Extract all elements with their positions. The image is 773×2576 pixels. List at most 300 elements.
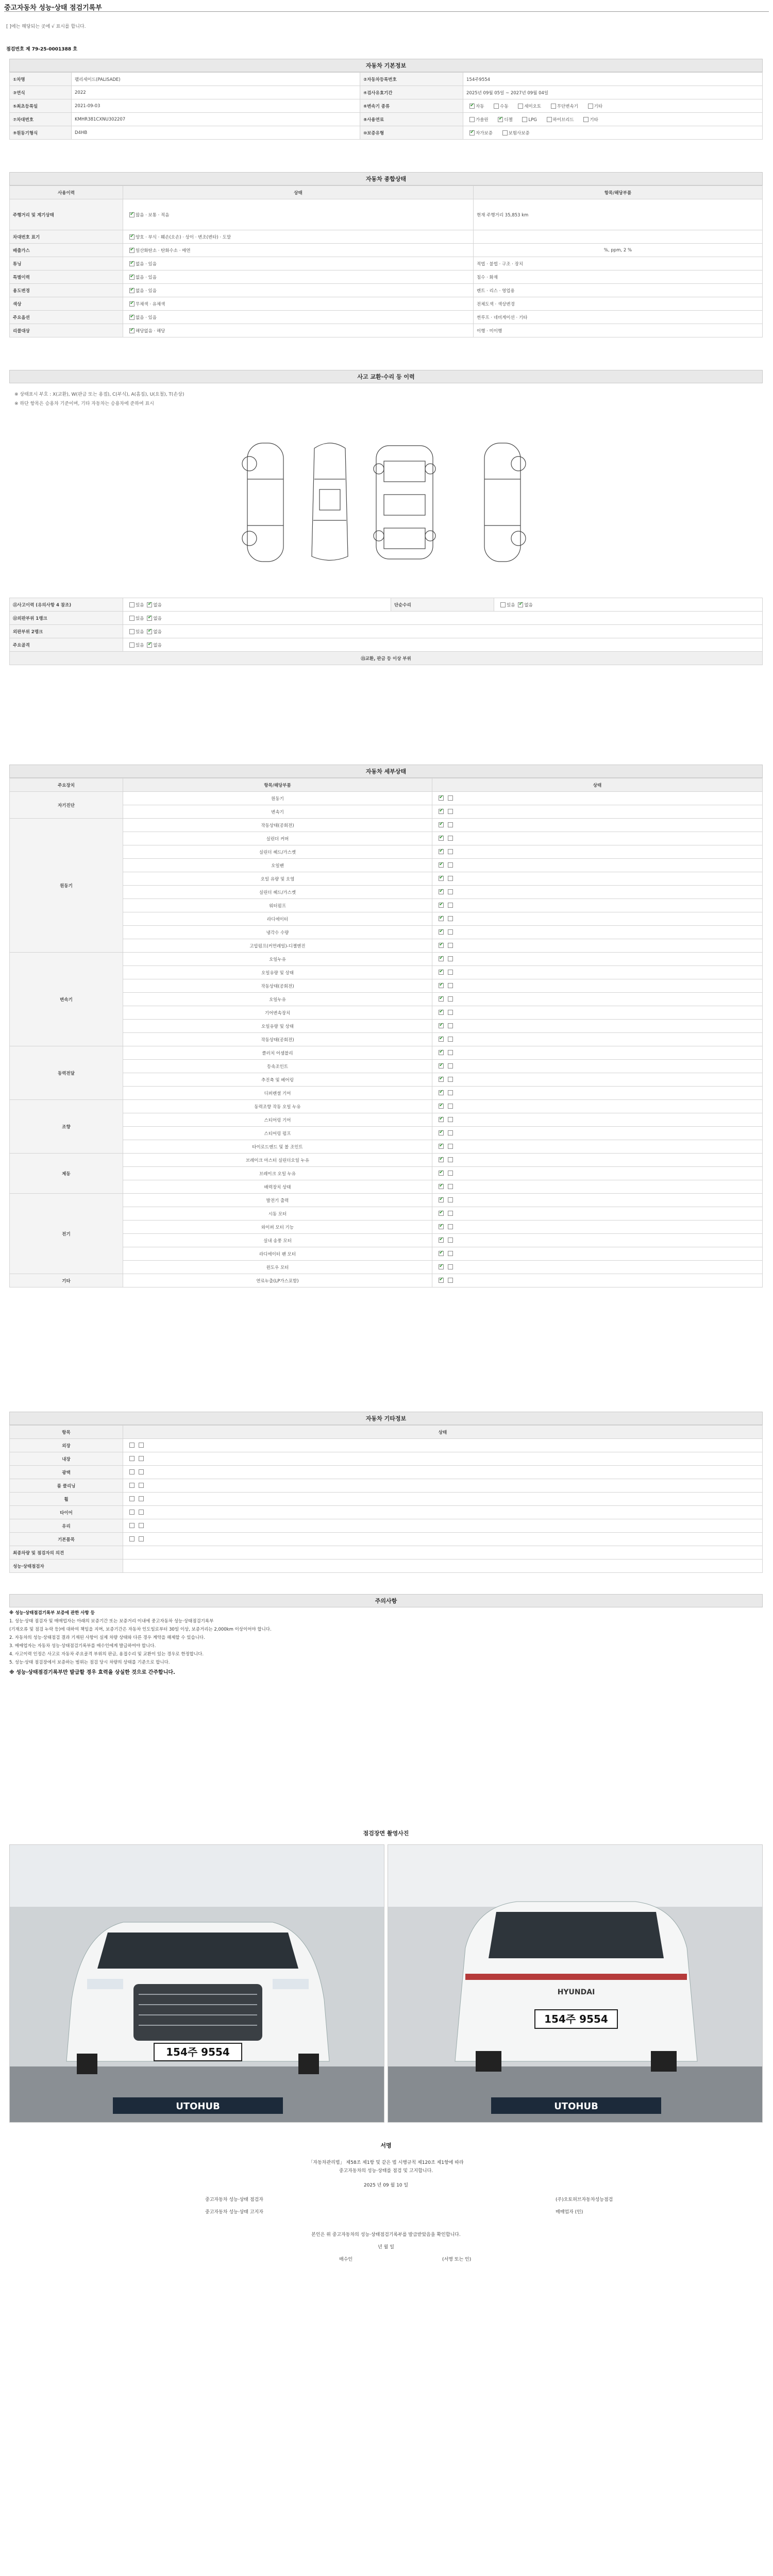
other-item-label: 광택: [10, 1466, 123, 1479]
table-row: [10, 1006, 763, 1020]
detail-item-label: 윈도우 모터: [123, 1261, 432, 1274]
table-row: [10, 1560, 763, 1573]
detail-status-cell: [432, 966, 763, 979]
table-row: [10, 73, 763, 86]
checkbox[interactable]: [448, 943, 453, 948]
checkbox[interactable]: [129, 288, 135, 293]
checkbox[interactable]: [448, 849, 453, 854]
checkbox[interactable]: [439, 1278, 444, 1283]
other-item-label: 내장: [10, 1452, 123, 1466]
checkbox[interactable]: [448, 916, 453, 921]
checkbox[interactable]: [129, 301, 135, 307]
detail-item-label: 오일누유: [123, 953, 432, 966]
checkbox[interactable]: [439, 809, 444, 814]
checkbox[interactable]: [439, 795, 444, 801]
checkbox[interactable]: [439, 943, 444, 948]
checkbox[interactable]: [448, 1197, 453, 1202]
table-row: [10, 845, 763, 859]
front-banner-text: UTOHUB: [176, 2101, 220, 2112]
detail-status-cell: [432, 1194, 763, 1207]
checkbox[interactable]: [439, 1144, 444, 1149]
checkbox[interactable]: [129, 1443, 135, 1448]
checkbox[interactable]: [448, 876, 453, 881]
checkbox[interactable]: [439, 970, 444, 975]
table-header-row: 주요장치 항목/해당부품 상태: [10, 778, 763, 792]
checkbox[interactable]: [448, 836, 453, 841]
checkbox-cvt[interactable]: [551, 104, 556, 109]
detail-item-label: 실내 송풍 모터: [123, 1234, 432, 1247]
other-item-label: 기본품목: [10, 1533, 123, 1546]
checkbox[interactable]: [448, 1023, 453, 1028]
detail-status-cell: [432, 886, 763, 899]
document-number: 점검번호 제 79-25-0001388 호: [6, 47, 77, 52]
car-diagram: [237, 433, 546, 572]
detail-item-label: 타이로드엔드 및 볼 조인트: [123, 1140, 432, 1154]
checkbox-fuel-other[interactable]: [583, 117, 589, 122]
checkbox[interactable]: [139, 1443, 144, 1448]
checkbox[interactable]: [129, 1536, 135, 1541]
table-row: 주요옵션 ✔ 없음 · 있음 썬루프 · 네비게이션 · 기타: [10, 311, 763, 324]
detail-status-cell: [432, 1020, 763, 1033]
basic-info-table: [9, 72, 763, 140]
checkbox[interactable]: [139, 1536, 144, 1541]
signature-title: 서명: [380, 2142, 392, 2149]
checkbox[interactable]: [439, 903, 444, 908]
other-item-label: 타이어: [10, 1506, 123, 1519]
table-row: [10, 1180, 763, 1194]
detail-status-cell: [432, 1167, 763, 1180]
checkbox[interactable]: [448, 1050, 453, 1055]
table-row: [10, 1234, 763, 1247]
detail-status-cell: [432, 1154, 763, 1167]
engine-type-value: D4HB: [72, 126, 360, 140]
checkbox[interactable]: [129, 1523, 135, 1528]
detail-item-label: 기어변속장치: [123, 1006, 432, 1020]
detail-status-cell: [432, 1221, 763, 1234]
table-row: [10, 886, 763, 899]
detail-item-label: 스티어링 기어: [123, 1113, 432, 1127]
year-label: ③연식: [10, 86, 72, 99]
detail-item-label: 고압펌프(커먼레일)-디젤엔진: [123, 939, 432, 953]
detail-status-cell: [432, 1033, 763, 1046]
checkbox[interactable]: [439, 822, 444, 827]
table-row: [10, 1167, 763, 1180]
checkbox[interactable]: [448, 1211, 453, 1216]
detail-item-label: 원동기: [123, 792, 432, 805]
checkbox[interactable]: [439, 1211, 444, 1216]
detail-status-cell: [432, 1060, 763, 1073]
table-row: 용도변경 ✔ 없음 · 있음 렌트 · 리스 · 영업용: [10, 284, 763, 297]
table-row: [10, 1452, 763, 1466]
checkbox[interactable]: [448, 889, 453, 894]
checkbox[interactable]: [448, 996, 453, 1002]
checkbox-manual[interactable]: [494, 104, 499, 109]
other-extra-value: [123, 1546, 763, 1560]
detail-status-cell: [432, 926, 763, 939]
table-row: 주요골격 있음✔ 없음: [10, 638, 763, 652]
front-plate-text: 154주 9554: [166, 2046, 230, 2058]
accident-legend: ※ 상태표시 부호 : X(교환), W(판금 또는 용접), C(부식), A(흠집), U(요철), T(손상): [14, 392, 184, 397]
checkbox[interactable]: [448, 809, 453, 814]
detail-group-label: 조향: [10, 1100, 123, 1154]
table-row: [10, 1274, 763, 1287]
detail-group-label: 원동기: [10, 819, 123, 953]
inspection-period-label: ④검사유효기간: [360, 86, 463, 99]
table-row: 차대번호 표기 ✔ 양호 · 부식 · 훼손(오손) · 상이 · 변조(변타) · 도말: [10, 230, 763, 244]
intro-note: [ ]에는 해당되는 곳에 √ 표시를 합니다.: [6, 24, 86, 29]
checkbox[interactable]: [129, 1469, 135, 1475]
checkbox[interactable]: [448, 1063, 453, 1069]
detail-status-cell: [432, 1234, 763, 1247]
detail-item-label: 실린더 커버: [123, 832, 432, 845]
rear-car-image: [388, 1845, 763, 2123]
checkbox[interactable]: [439, 916, 444, 921]
detail-item-label: 시동 모터: [123, 1207, 432, 1221]
checkbox-diesel[interactable]: [498, 117, 503, 122]
detail-item-label: 동력조향 작동 오일 누유: [123, 1100, 432, 1113]
checkbox[interactable]: [439, 956, 444, 961]
checkbox-accident-yes[interactable]: [129, 602, 135, 607]
checkbox-insurance-warranty[interactable]: [502, 130, 508, 135]
checkbox[interactable]: [439, 1117, 444, 1122]
checkbox[interactable]: [439, 1224, 444, 1229]
table-row: [10, 792, 763, 805]
detail-item-label: 스티어링 펌프: [123, 1127, 432, 1140]
table-row: [10, 1466, 763, 1479]
table-row: [10, 805, 763, 819]
detail-item-label: 브레이크 오일 누유: [123, 1167, 432, 1180]
checkbox[interactable]: [439, 996, 444, 1002]
table-row: [10, 1519, 763, 1533]
table-row: [10, 1221, 763, 1234]
checkbox[interactable]: [448, 1077, 453, 1082]
car-name-label: ①차명: [10, 73, 72, 86]
table-row: ⑫외판부위 1랭크 있음✔ 없음: [10, 612, 763, 625]
checkbox[interactable]: [129, 642, 135, 648]
rear-banner-text: UTOHUB: [554, 2101, 598, 2112]
checkbox[interactable]: [448, 1157, 453, 1162]
table-row: ⑪사고이력 (유의사항 4 참조) 있음✔ 없음 단순수리 있음✔ 없음: [10, 598, 763, 612]
table-row: [10, 1493, 763, 1506]
detail-status-cell: [432, 805, 763, 819]
checkbox[interactable]: [139, 1483, 144, 1488]
checkbox[interactable]: [439, 1197, 444, 1202]
reg-number-label: ②자동차등록번호: [360, 73, 463, 86]
checkbox[interactable]: [439, 1251, 444, 1256]
detail-status-table: [9, 778, 763, 1287]
checkbox[interactable]: [439, 1264, 444, 1269]
checkbox[interactable]: [129, 1510, 135, 1515]
table-row: [10, 1479, 763, 1493]
notes-title: 주의사항: [9, 1594, 763, 1607]
other-status-cell: [123, 1466, 763, 1479]
checkbox[interactable]: [129, 629, 135, 634]
detail-status-cell: [432, 792, 763, 805]
checkbox-auto[interactable]: [469, 104, 475, 109]
checkbox[interactable]: [439, 1130, 444, 1136]
checkbox[interactable]: [129, 1483, 135, 1488]
checkbox[interactable]: [439, 1090, 444, 1095]
detail-status-cell: [432, 859, 763, 872]
checkbox[interactable]: [448, 795, 453, 801]
other-item-label: 룸 클리닝: [10, 1479, 123, 1493]
checkbox[interactable]: [448, 1184, 453, 1189]
rear-brand-text: HYUNDAI: [557, 1988, 595, 1996]
checkbox[interactable]: [448, 1010, 453, 1015]
detail-group-label: 제동: [10, 1154, 123, 1194]
table-row: [10, 1546, 763, 1560]
detail-status-cell: [432, 1073, 763, 1087]
checkbox[interactable]: [448, 983, 453, 988]
table-row: 리콜대상 ✔ 해당없음 · 해당 이행 · 미이행: [10, 324, 763, 337]
other-info-table: [9, 1425, 763, 1573]
table-row: 배출가스 ✔ 일산화탄소 · 탄화수소 · 매연 %, ppm, 2 %: [10, 244, 763, 257]
detail-item-label: 브레이크 마스터 실린더오일 누유: [123, 1154, 432, 1167]
signature-section: 서명 「자동차관리법」 제58조 제1항 및 같은 법 시행규칙 제120조 제1항에 따라 중고자동차의 성능·상태를 점검 및 고지합니다. 2025 년 09 월 10 일 중고자동차 성능·상태 점검자 (주)오토허브자동차성능점검 중고자동차 성능·상태 고지자 매매업자 (인) 본인은 위 중고자동차의 성능·상태점검기록부를 발급받았음을 확인합니다. 년 월 일 매수인 (서명 또는 인): [9, 2138, 763, 2293]
checkbox[interactable]: [448, 1251, 453, 1256]
table-row: [10, 1113, 763, 1127]
table-row: [10, 1100, 763, 1113]
page-title: 중고자동차 성능·상태 점검기록부: [4, 4, 102, 12]
detail-item-label: 추진축 및 베어링: [123, 1073, 432, 1087]
checkbox-semi-auto[interactable]: [518, 104, 523, 109]
checkbox-self-warranty[interactable]: [469, 130, 475, 135]
table-row: 특별이력 ✔ 없음 · 있음 침수 · 화재: [10, 270, 763, 284]
checkbox[interactable]: [139, 1456, 144, 1461]
checkbox[interactable]: [129, 234, 135, 240]
checkbox[interactable]: [448, 1264, 453, 1269]
other-extra-label: 성능·상태점검자: [10, 1560, 123, 1573]
detail-group-label: 기타: [10, 1274, 123, 1287]
checkbox[interactable]: [439, 889, 444, 894]
warranty-label: ⑩보증유형: [360, 126, 463, 140]
vin-value: KMHR381CXNU302207: [72, 113, 360, 126]
other-status-cell: [123, 1479, 763, 1493]
checkbox[interactable]: [439, 1104, 444, 1109]
table-row: [10, 966, 763, 979]
table-header-row: 항목 상태: [10, 1426, 763, 1439]
other-status-cell: [123, 1519, 763, 1533]
car-name-value: 팰리세이드(PALISADE): [72, 73, 360, 86]
detail-item-label: 오일 유량 및 오염: [123, 872, 432, 886]
checkbox[interactable]: [439, 1171, 444, 1176]
table-row: [10, 1261, 763, 1274]
table-row: [10, 832, 763, 845]
checkbox-gasoline[interactable]: [469, 117, 475, 122]
checkbox[interactable]: [129, 315, 135, 320]
checkbox[interactable]: [439, 836, 444, 841]
checkbox[interactable]: [129, 248, 135, 253]
detail-item-label: 연료누출(LP가스포함): [123, 1274, 432, 1287]
checkbox[interactable]: [448, 956, 453, 961]
basic-info-section: [9, 59, 763, 140]
checkbox[interactable]: [448, 1104, 453, 1109]
detail-item-label: 냉각수 수량: [123, 926, 432, 939]
detail-status-cell: [432, 1046, 763, 1060]
table-row: [10, 1046, 763, 1060]
table-row: [10, 819, 763, 832]
reg-number-value: 154주9554: [463, 73, 763, 86]
checkbox[interactable]: [147, 629, 152, 634]
table-row: [10, 899, 763, 912]
checkbox[interactable]: [448, 929, 453, 935]
table-row: 튜닝 ✔ 없음 · 있음 적법 · 불법 · 구조 · 장치: [10, 257, 763, 270]
table-row: [10, 1060, 763, 1073]
checkbox[interactable]: [139, 1523, 144, 1528]
other-status-cell: [123, 1493, 763, 1506]
checkbox-accident-no[interactable]: [147, 602, 152, 607]
checkbox[interactable]: [129, 261, 135, 266]
detail-item-label: 오일누유: [123, 993, 432, 1006]
checkbox-other[interactable]: [588, 104, 593, 109]
table-row: [10, 926, 763, 939]
transmission-options: ✔ 자동 수동 세미오토 무단변속기 기타: [463, 99, 763, 113]
checkbox[interactable]: [439, 983, 444, 988]
accident-summary: [9, 598, 763, 665]
detail-group-label: 동력전달: [10, 1046, 123, 1100]
front-car-image: [10, 1845, 384, 2123]
table-row: [10, 113, 763, 126]
checkbox[interactable]: [448, 1224, 453, 1229]
table-row: [10, 1506, 763, 1519]
checkbox[interactable]: [448, 903, 453, 908]
detail-item-label: 와이퍼 모터 기능: [123, 1221, 432, 1234]
checkbox[interactable]: [439, 1050, 444, 1055]
table-row: [10, 1207, 763, 1221]
general-status-section: [9, 172, 763, 337]
other-item-label: 외장: [10, 1439, 123, 1452]
table-row: [10, 1020, 763, 1033]
table-row: 외판부위 2랭크 있음✔ 없음: [10, 625, 763, 638]
checkbox[interactable]: [129, 328, 135, 333]
checkbox[interactable]: [439, 1010, 444, 1015]
checkbox[interactable]: [139, 1469, 144, 1475]
general-status-table: [9, 185, 763, 337]
checkbox-hybrid[interactable]: [547, 117, 552, 122]
checkbox[interactable]: [139, 1496, 144, 1501]
checkbox[interactable]: [448, 1171, 453, 1176]
detail-status-cell: [432, 1180, 763, 1194]
table-row: [10, 1439, 763, 1452]
checkbox[interactable]: [439, 849, 444, 854]
checkbox[interactable]: [129, 1496, 135, 1501]
checkbox[interactable]: [147, 642, 152, 648]
detail-group-label: 전기: [10, 1194, 123, 1274]
detail-item-label: 변속기: [123, 805, 432, 819]
detail-item-label: 실린더 헤드/가스켓: [123, 845, 432, 859]
detail-status-cell: [432, 1113, 763, 1127]
checkbox[interactable]: [439, 1023, 444, 1028]
table-row: [10, 872, 763, 886]
title-divider: [4, 11, 769, 12]
checkbox[interactable]: [448, 1090, 453, 1095]
detail-status-title: 자동차 세부상태: [9, 765, 763, 778]
checkbox[interactable]: [448, 822, 453, 827]
checkbox[interactable]: [439, 1037, 444, 1042]
detail-item-label: 디퍼렌셜 기어: [123, 1087, 432, 1100]
checkbox[interactable]: [448, 1238, 453, 1243]
table-header-row: 사용이력 상태 항목/해당부품: [10, 186, 763, 199]
checkbox[interactable]: [139, 1510, 144, 1515]
detail-status-cell: [432, 1087, 763, 1100]
detail-item-label: 오일유량 및 상태: [123, 966, 432, 979]
detail-status-cell: [432, 953, 763, 966]
detail-item-label: 배력장치 상태: [123, 1180, 432, 1194]
fuel-options: 가솔린 ✔ 디젤 LPG 하이브리드 기타: [463, 113, 763, 126]
checkbox-repair-yes[interactable]: [500, 602, 506, 607]
checkbox[interactable]: [439, 1238, 444, 1243]
first-reg-value: 2021-09-03: [72, 99, 360, 113]
table-row: [10, 1033, 763, 1046]
table-row: [10, 859, 763, 872]
detail-item-label: 워터펌프: [123, 899, 432, 912]
checkbox[interactable]: [448, 1037, 453, 1042]
detail-item-label: 라디에이터 팬 모터: [123, 1247, 432, 1261]
table-row: ⑬교환, 판금 등 이상 부위: [10, 652, 763, 665]
checkbox[interactable]: [129, 212, 135, 217]
checkbox[interactable]: [439, 1157, 444, 1162]
checkbox[interactable]: [439, 862, 444, 868]
checkbox[interactable]: [448, 970, 453, 975]
notes-section: [9, 1594, 763, 1607]
checkbox[interactable]: [448, 1117, 453, 1122]
table-row: [10, 1247, 763, 1261]
checkbox[interactable]: [448, 862, 453, 868]
detail-item-label: 발전기 출력: [123, 1194, 432, 1207]
checkbox-repair-no[interactable]: [518, 602, 523, 607]
other-extra-label: 최종차량 및 점검자의 의견: [10, 1546, 123, 1560]
checkbox[interactable]: [439, 1063, 444, 1069]
detail-status-cell: [432, 1274, 763, 1287]
table-row: [10, 126, 763, 140]
accident-table: [9, 598, 763, 665]
checkbox[interactable]: [448, 1130, 453, 1136]
basic-info-title: 자동차 기본정보: [9, 59, 763, 72]
checkbox[interactable]: [129, 1456, 135, 1461]
car-left-view: [242, 443, 283, 562]
year-value: 2022: [72, 86, 360, 99]
checkbox[interactable]: [439, 876, 444, 881]
table-row: [10, 1087, 763, 1100]
table-row: [10, 939, 763, 953]
detail-status-cell: [432, 832, 763, 845]
checkbox[interactable]: [129, 616, 135, 621]
detail-status-section: [9, 765, 763, 1287]
detail-status-cell: [432, 1207, 763, 1221]
checkbox[interactable]: [439, 1184, 444, 1189]
other-info-title: 자동차 기타정보: [9, 1412, 763, 1425]
checkbox[interactable]: [448, 1144, 453, 1149]
checkbox[interactable]: [439, 929, 444, 935]
detail-status-cell: [432, 939, 763, 953]
detail-item-label: 작동상태(공회전): [123, 1033, 432, 1046]
table-row: [10, 99, 763, 113]
table-row: [10, 1194, 763, 1207]
other-info-section: [9, 1412, 763, 1573]
checkbox-lpg[interactable]: [522, 117, 527, 122]
detail-item-label: 오일팬: [123, 859, 432, 872]
checkbox[interactable]: [129, 275, 135, 280]
other-status-cell: [123, 1506, 763, 1519]
detail-group-label: 자기진단: [10, 792, 123, 819]
rear-photo: [388, 1844, 763, 2123]
car-top-front-view: [312, 443, 348, 561]
detail-status-cell: [432, 819, 763, 832]
table-row: [10, 86, 763, 99]
checkbox[interactable]: [147, 616, 152, 621]
checkbox[interactable]: [439, 1077, 444, 1082]
checkbox[interactable]: [448, 1278, 453, 1283]
